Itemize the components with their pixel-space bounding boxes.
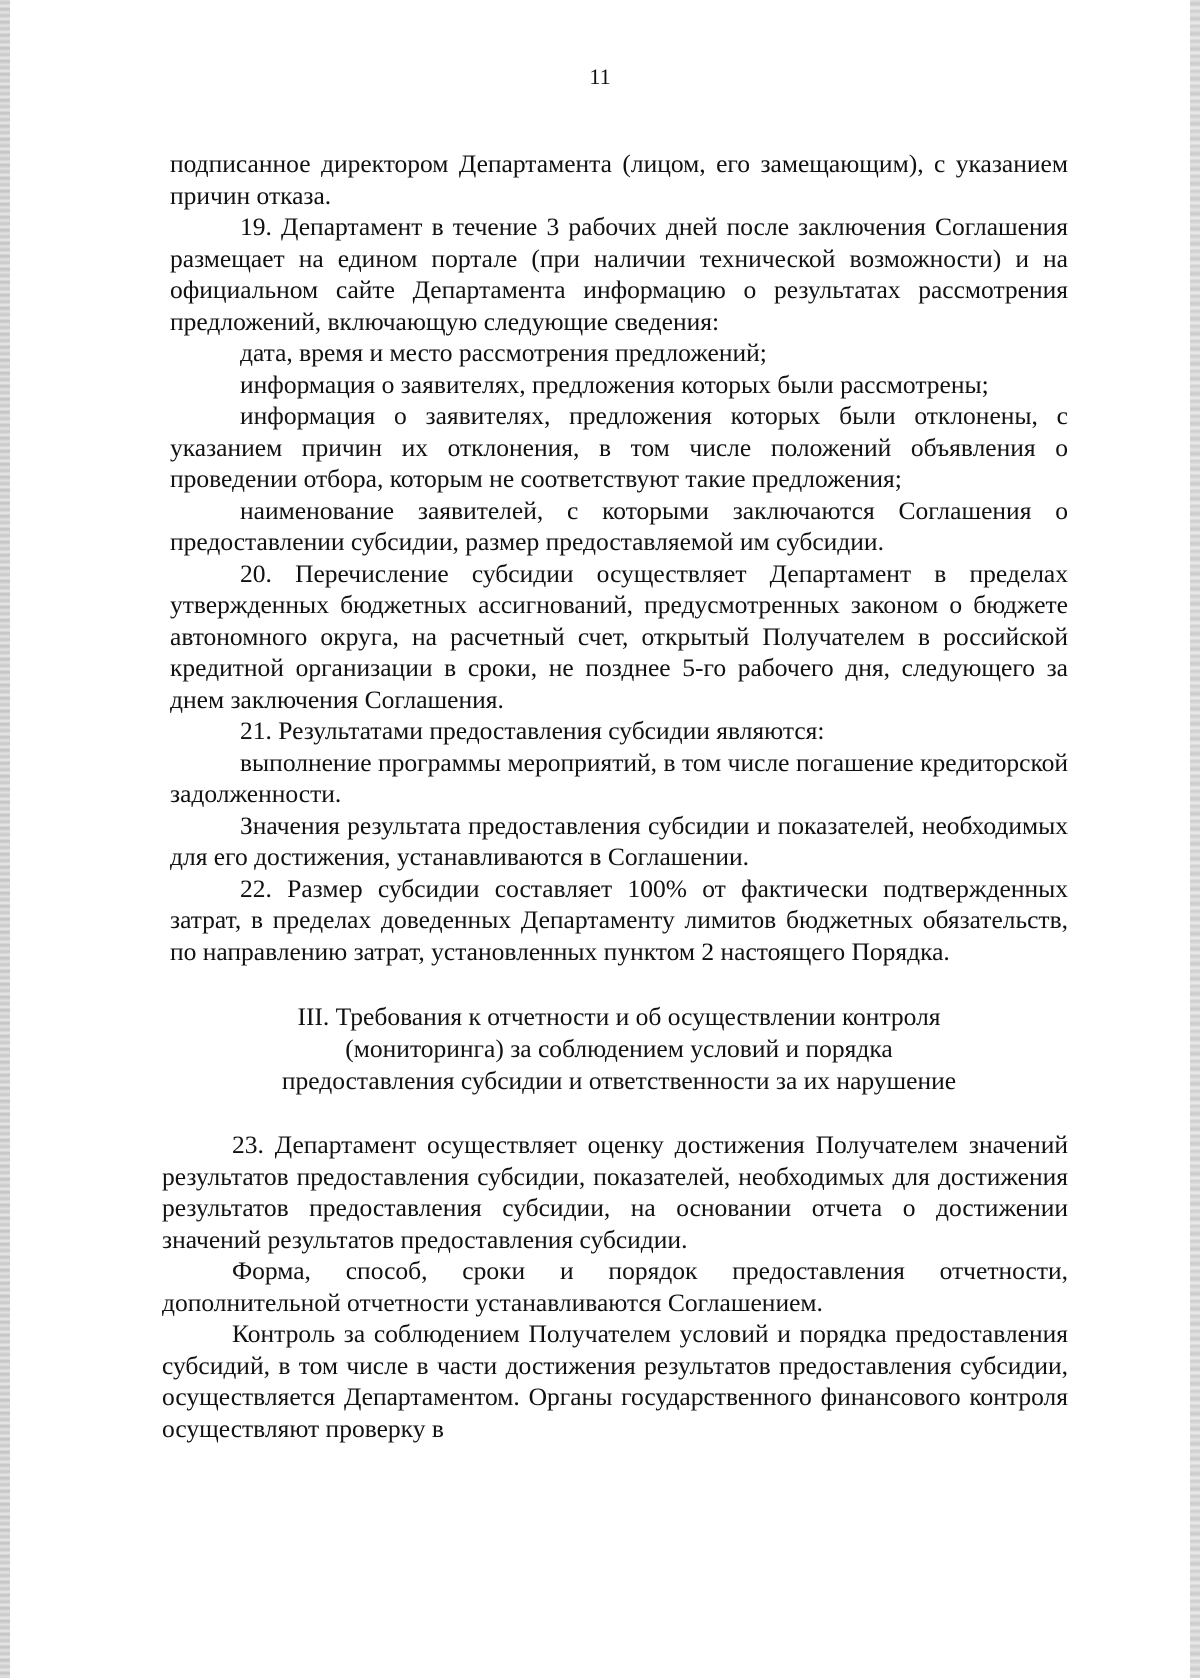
- section-heading-line: III. Требования к отчетности и об осуществлении контроля: [297, 1002, 941, 1031]
- paragraphs-top: [170, 148, 1068, 967]
- paragraph: 20. Перечисление субсидии осуществляет Департамент в пределах утвержденных бюджетных ассигнований, предусмотренных законом о бюджете автономного округа, на расчетный счет, открытый Получателем в российской кредитной организации в сроки, не позднее 5-го рабочего дня, следующего за днем заключения Соглашения.: [170, 558, 1068, 714]
- section-heading: [170, 1001, 1068, 1097]
- scan-edge-right: [1190, 0, 1200, 1678]
- paragraph: Форма, способ, сроки и порядок предоставления отчетности, дополнительной отчетности устанавливаются Соглашением.: [162, 1256, 1068, 1317]
- page-number: 11: [589, 64, 611, 89]
- paragraph: выполнение программы мероприятий, в том числе погашение кредиторской задолженности.: [170, 747, 1068, 808]
- paragraphs-bottom: [162, 1129, 1068, 1444]
- paragraph: 19. Департамент в течение 3 рабочих дней после заключения Соглашения размещает на едином портале (при наличии технической возможности) и на официальном сайте Департамента информацию о результатах рассмотрения предложений, включающую следующие сведения:: [170, 212, 1068, 336]
- scan-edge-left: [0, 0, 10, 1678]
- paragraph: 21. Результатами предоставления субсидии являются:: [240, 716, 825, 745]
- paragraph: Контроль за соблюдением Получателем условий и порядка предоставления субсидий, в том числе в части достижения результатов предоставления субсидии, осуществляется Департаментом. Органы государственного финансового контроля осуществляют проверку в: [162, 1319, 1068, 1443]
- paragraph: подписанное директором Департамента (лицом, его замещающим), с указанием причин отказа.: [170, 149, 1068, 210]
- paragraph: Значения результата предоставления субсидии и показателей, необходимых для его достижения, устанавливаются в Соглашении.: [170, 810, 1068, 871]
- paragraph: 23. Департамент осуществляет оценку достижения Получателем значений результатов предоставления субсидии, показателей, необходимых для достижения результатов предоставления субсидии, на основании отчета о достижении значений результатов предоставления субсидии.: [162, 1130, 1068, 1254]
- section-heading-line: (мониторинга) за соблюдением условий и порядка: [345, 1034, 893, 1063]
- paragraph: 22. Размер субсидии составляет 100% от фактически подтвержденных затрат, в пределах доведенных Департаменту лимитов бюджетных обязательств, по направлению затрат, установленных пунктом 2 настоящего Порядка.: [170, 873, 1068, 966]
- paragraph: дата, время и место рассмотрения предложений;: [240, 338, 767, 367]
- paragraph: информация о заявителях, предложения которых были рассмотрены;: [240, 369, 989, 399]
- document-body: [162, 148, 1068, 1444]
- paragraph: информация о заявителях, предложения которых были отклонены, с указанием причин их отклонения, в том числе положений объявления о проведении отбора, которым не соответствуют такие предложения;: [170, 401, 1068, 493]
- paragraph: наименование заявителей, с которыми заключаются Соглашения о предоставлении субсидии, размер предоставляемой им субсидии.: [170, 495, 1068, 556]
- section-heading-line: предоставления субсидии и ответственности за их нарушение: [281, 1066, 957, 1095]
